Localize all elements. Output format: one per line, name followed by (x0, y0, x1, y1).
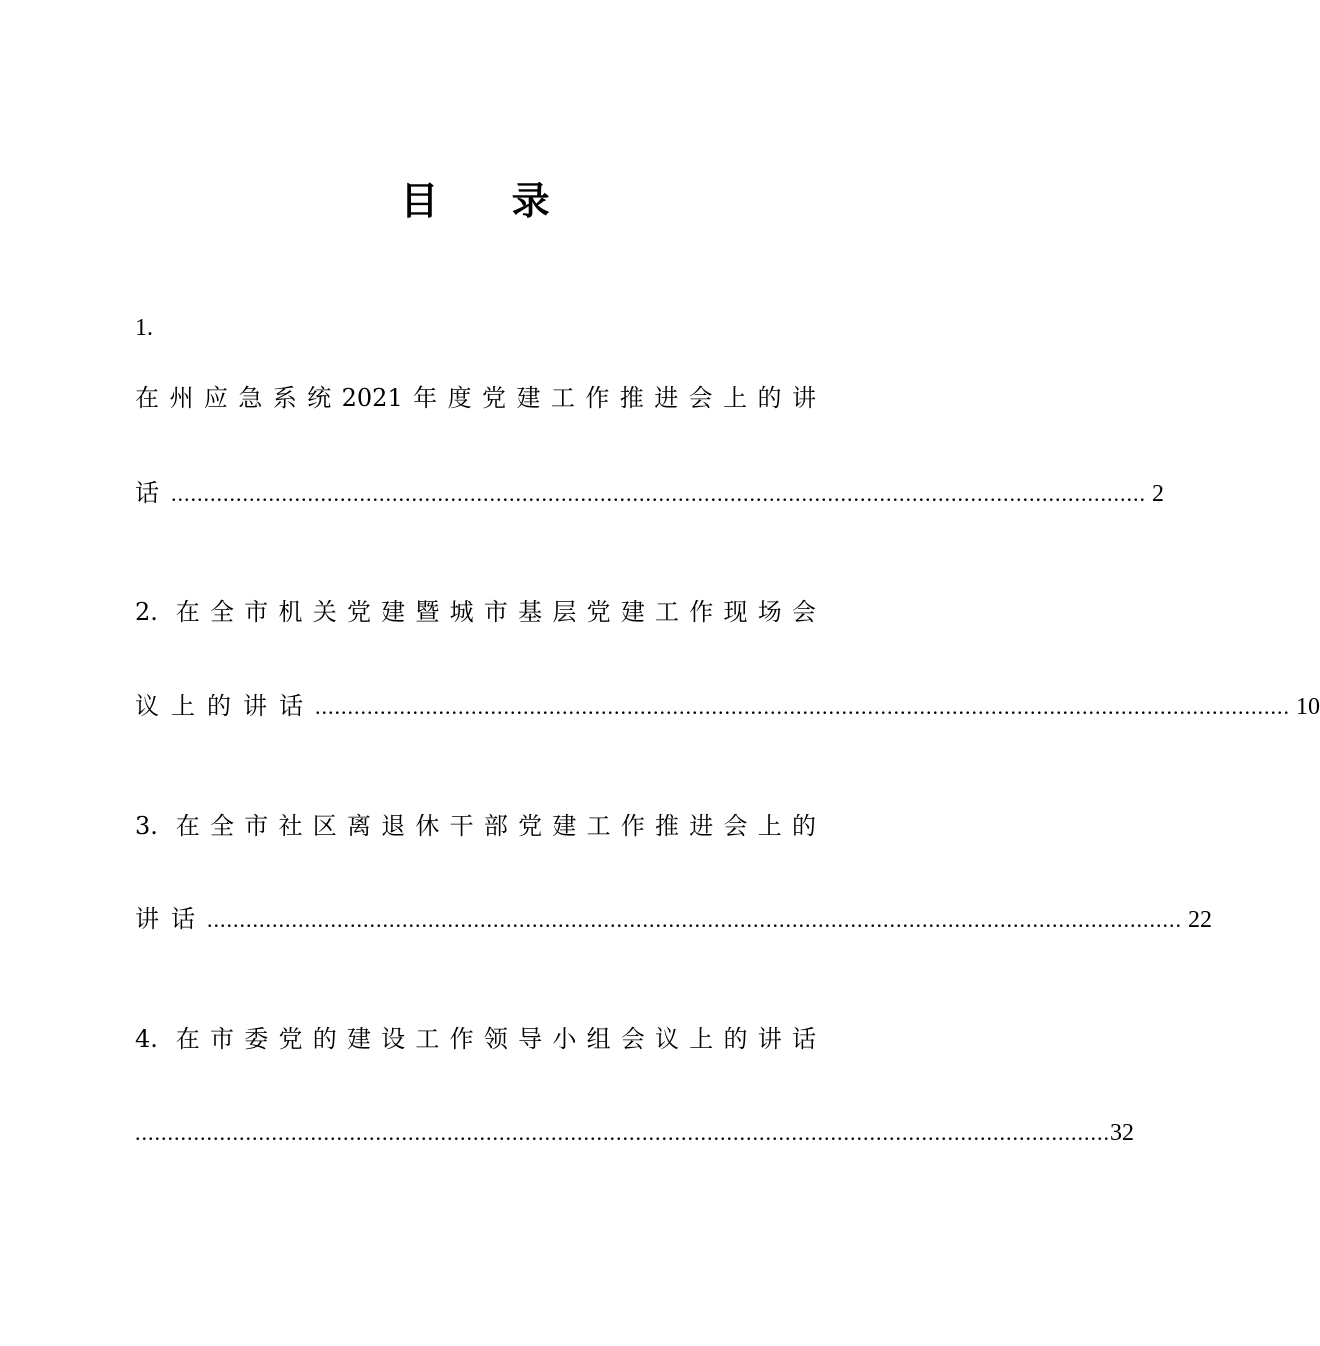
toc-entry-1-number: 1. (135, 315, 153, 341)
toc-entry-3-title-continued: 讲话 (135, 905, 207, 933)
toc-entry-4-page-number: 32 (1110, 1120, 1134, 1146)
toc-entry-1-dots: ...................................................................................................................................................... (171, 481, 1146, 506)
toc-entry-4-dots: ...................................................................................................................................................... (135, 1120, 1110, 1145)
toc-entry-1-title: 在州应急系统2021年度党建工作推进会上的讲 (135, 384, 816, 412)
toc-entry-4-leader-line[interactable] (135, 1116, 1134, 1150)
toc-entry-2-title: 2. 在全市机关党建暨城市基层党建工作现场会 (135, 598, 816, 626)
toc-entry-1-leader-line[interactable] (135, 476, 1164, 511)
toc-entry-2-leader-line[interactable] (135, 689, 1320, 724)
toc-entry-3-title: 3. 在全市社区离退休干部党建工作推进会上的 (135, 812, 816, 840)
toc-entry-1-title-continued: 话 (135, 479, 171, 507)
toc-entry-3-page-number: 22 (1188, 907, 1212, 933)
toc-entry-2-page-number: 10 (1296, 694, 1320, 720)
toc-entry-2-title-continued: 议上的讲话 (135, 692, 315, 720)
toc-entry-3-leader-line[interactable] (135, 902, 1212, 937)
toc-entry-1-page-number: 2 (1152, 481, 1164, 507)
toc-entry-2-dots: ...................................................................................................................................................... (315, 694, 1290, 719)
page-title: 目 录 (400, 178, 580, 223)
toc-entry-3-dots: ...................................................................................................................................................... (207, 907, 1182, 932)
toc-entry-4-title: 4. 在市委党的建设工作领导小组会议上的讲话 (135, 1025, 816, 1053)
